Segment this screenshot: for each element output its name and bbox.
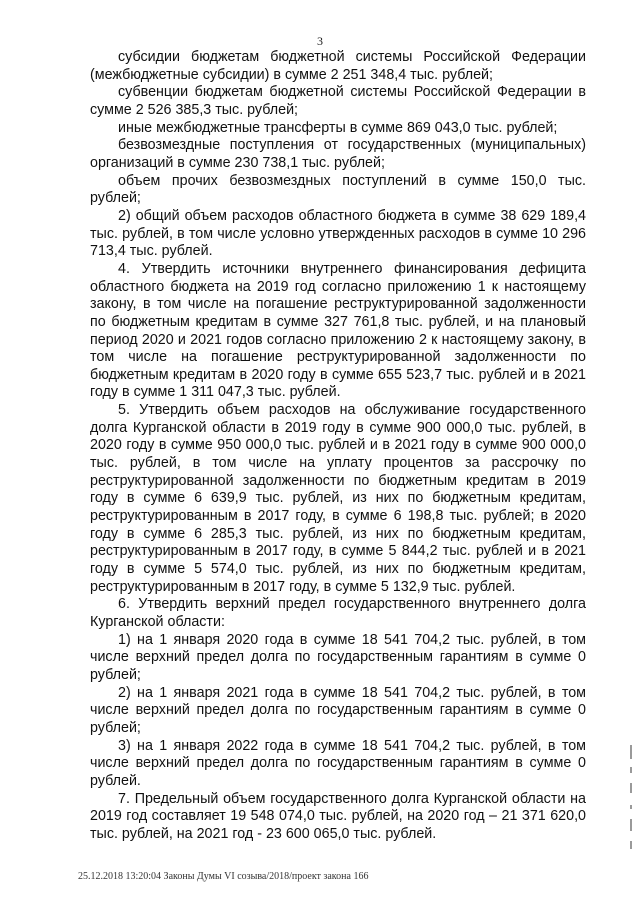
paragraph-total-expenses: 2) общий объем расходов областного бюджета в сумме 38 629 189,4 тыс. рублей, в том числе условно утвержденных расходов в сумме 10 296 713,4 тыс. рублей. <box>90 207 586 260</box>
paragraph-item-6-1: 1) на 1 января 2020 года в сумме 18 541 704,2 тыс. рублей, в том числе верхний предел долга по государственным гарантиям в сумме 0 рублей; <box>90 631 586 683</box>
paragraph-other-gratuitous: объем прочих безвозмездных поступлений в сумме 150,0 тыс. рублей; <box>90 172 586 207</box>
document-footer: 25.12.2018 13:20:04 Законы Думы VI созыва/2018/проект закона 166 <box>78 871 369 882</box>
page-number: 3 <box>317 34 323 48</box>
paragraph-item-6: 6. Утвердить верхний предел государственного внутреннего долга Курганской области: <box>90 596 586 630</box>
document-body <box>90 49 586 844</box>
paragraph-subventions: субвенции бюджетам бюджетной системы Российской Федерации в сумме 2 526 385,3 тыс. рублей; <box>90 84 586 118</box>
scan-edge-marks <box>630 745 633 855</box>
paragraph-gratuitous-receipts: безвозмездные поступления от государственных (муниципальных) организаций в сумме 230 738,1 тыс. рублей; <box>90 137 586 171</box>
paragraph-item-4: 4. Утвердить источники внутреннего финансирования дефицита областного бюджета на 2019 год согласно приложению 1 к настоящему закону, в том числе на погашение реструктурированной задолженности по бюджетным кредитам в сумме 327 761,8 тыс. рублей, и на плановый период 2020 и 2021 годов согласно приложению 2 к настоящему закону, в том числе на погашение реструктурированной задолженности по бюджетным кредитам в 2020 году в сумме 655 523,7 тыс. рублей и в 2021 году в сумме 1 311 047,3 тыс. рублей. <box>90 260 586 401</box>
paragraph-other-transfers: иные межбюджетные трансферты в сумме 869 043,0 тыс. рублей; <box>118 119 558 136</box>
paragraph-item-6-3: 3) на 1 января 2022 года в сумме 18 541 704,2 тыс. рублей, в том числе верхний предел долга по государственным гарантиям в сумме 0 рублей. <box>90 737 586 789</box>
paragraph-subsidies: субсидии бюджетам бюджетной системы Российской Федерации (межбюджетные субсидии) в сумме 2 251 348,4 тыс. рублей; <box>90 49 586 83</box>
paragraph-item-7: 7. Предельный объем государственного долга Курганской области на 2019 год составляет 19 548 074,0 тыс. рублей, на 2020 год – 21 371 620,0 тыс. рублей, на 2021 год - 23 600 065,0 тыс. рублей. <box>90 790 586 842</box>
paragraph-item-5: 5. Утвердить объем расходов на обслуживание государственного долга Курганской области в 2019 году в сумме 900 000,0 тыс. рублей, в 2020 году в сумме 950 000,0 тыс. рублей и в 2021 году в сумме 900 000,0 тыс. рублей, в том числе на уплату процентов за рассрочку по реструктурированной задолженности по бюджетным кредитам в 2019 году в сумме 6 639,9 тыс. рублей, из них по бюджетным кредитам, реструктурированным в 2017 году, в сумме 6 198,8 тыс. рублей; в 2020 году в сумме 6 285,3 тыс. рублей, из них по бюджетным кредитам, реструктурированным в 2017 году, в сумме 5 844,2 тыс. рублей и в 2021 году в сумме 5 574,0 тыс. рублей, из них по бюджетным кредитам, реструктурированным в 2017 году, в сумме 5 132,9 тыс. рублей. <box>90 402 586 595</box>
paragraph-item-6-2: 2) на 1 января 2021 года в сумме 18 541 704,2 тыс. рублей, в том числе верхний предел долга по государственным гарантиям в сумме 0 рублей; <box>90 684 586 736</box>
